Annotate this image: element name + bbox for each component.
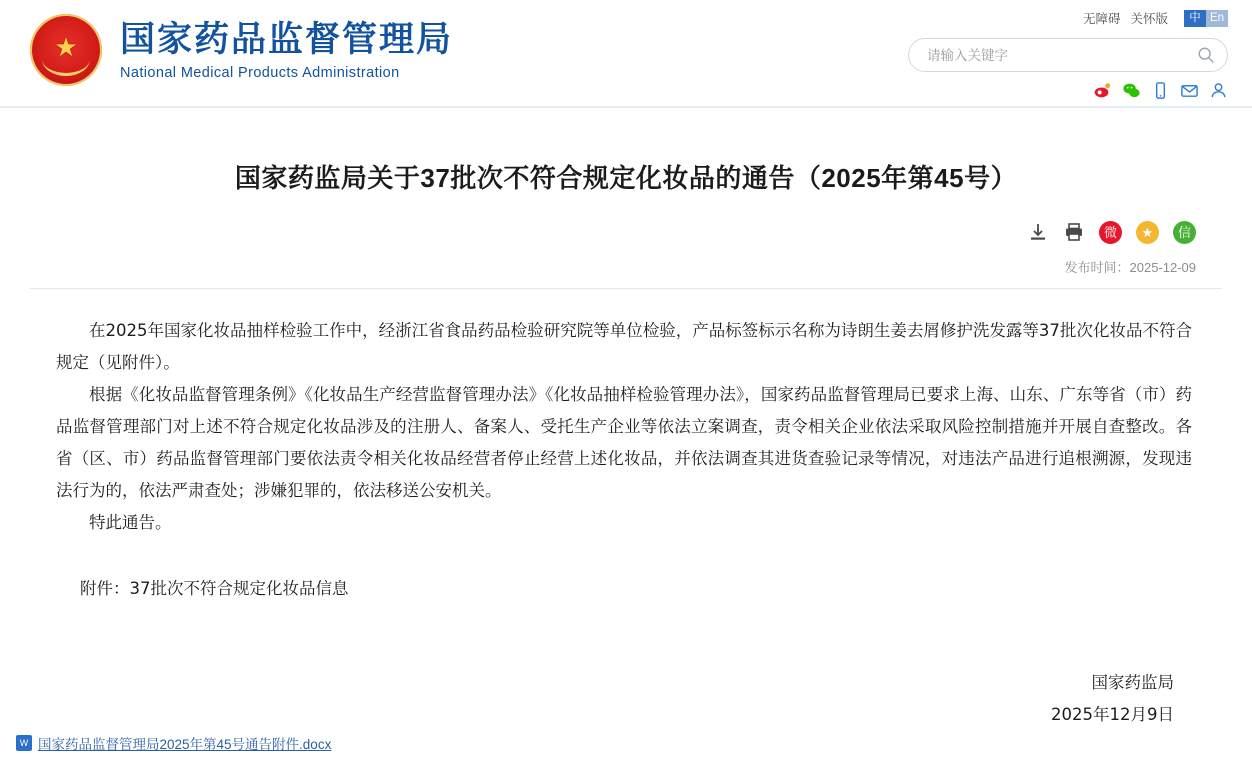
site-brand[interactable] (30, 14, 453, 86)
lang-cn-button[interactable]: 中 (1184, 10, 1206, 27)
page-title: 国家药监局关于37批次不符合规定化妆品的通告（2025年第45号） (234, 163, 1018, 193)
search-box[interactable] (908, 38, 1228, 72)
attachment-line: 附件：37批次不符合规定化妆品信息 (80, 579, 349, 599)
article-toolbar (30, 220, 1222, 244)
publish-label: 发布时间： (1064, 260, 1130, 276)
attachment-file-row[interactable] (16, 733, 331, 753)
accessibility-link[interactable]: 无障碍 (1082, 12, 1121, 26)
social-links (908, 81, 1228, 100)
national-emblem-icon (30, 14, 102, 86)
paragraph-1: 在2025年国家化妆品抽样检验工作中，经浙江省食品药品检验研究院等单位检验，产品标签标示名称为诗朗生姜去屑修护洗发露等37批次化妆品不符合规定（见附件）。 (56, 321, 1192, 373)
signature-date: 2025年12月9日 (1051, 705, 1174, 725)
publish-date: 2025-12-09 (1129, 260, 1196, 276)
download-icon[interactable] (1027, 221, 1049, 243)
article-body (56, 315, 1192, 605)
publish-meta (30, 257, 1222, 276)
weibo-share-icon[interactable]: 微 (1099, 221, 1122, 244)
wechat-icon[interactable] (1122, 81, 1141, 100)
search-icon[interactable] (1197, 46, 1215, 64)
site-header (0, 0, 1252, 108)
print-icon[interactable] (1063, 221, 1085, 243)
elder-version-link[interactable]: 关怀版 (1130, 12, 1168, 26)
qzone-share-icon[interactable]: ★ (1136, 221, 1159, 244)
paragraph-2: 根据《化妆品监督管理条例》《化妆品生产经营监督管理办法》《化妆品抽样检验管理办法》，国家药品监督管理局已要求上海、山东、广东等省（市）药品监督管理部门对上述不符合规定化妆品涉及的注册人、备案人、受托生产企业等依法立案调查，责令相关企业依法采取风险控制措施并开展自查整改。各省（区、市）药品监督管理部门要依法责令相关化妆品经营者停止经营上述化妆品，并依法调查其进货查验记录等情况，对违法产品进行追根溯源，发现违法行为的，依法严肃查处；涉嫌犯罪的，依法移送公安机关。 (56, 385, 1192, 501)
paragraph-3: 特此通告。 (89, 513, 172, 533)
mobile-icon[interactable] (1151, 81, 1170, 100)
language-switcher[interactable] (1184, 10, 1228, 27)
header-utility-links (908, 8, 1228, 28)
attachment-file-link[interactable]: 国家药品监督管理局2025年第45号通告附件.docx (38, 737, 332, 752)
wechat-share-icon[interactable]: 信 (1173, 221, 1196, 244)
mail-icon[interactable] (1180, 81, 1199, 100)
brand-text (120, 19, 453, 81)
brand-title-cn: 国家药品监督管理局 (120, 20, 454, 59)
header-right (908, 8, 1228, 100)
search-input[interactable] (925, 47, 1197, 64)
lang-en-button[interactable]: En (1206, 10, 1228, 27)
signature-org: 国家药监局 (1091, 673, 1174, 693)
word-document-icon: W (16, 735, 32, 751)
divider (30, 288, 1222, 289)
weibo-icon[interactable] (1093, 81, 1112, 100)
brand-title-en: National Medical Products Administration (120, 65, 400, 81)
signature-block (30, 667, 1222, 731)
article-container (0, 160, 1252, 731)
user-icon[interactable] (1209, 81, 1228, 100)
